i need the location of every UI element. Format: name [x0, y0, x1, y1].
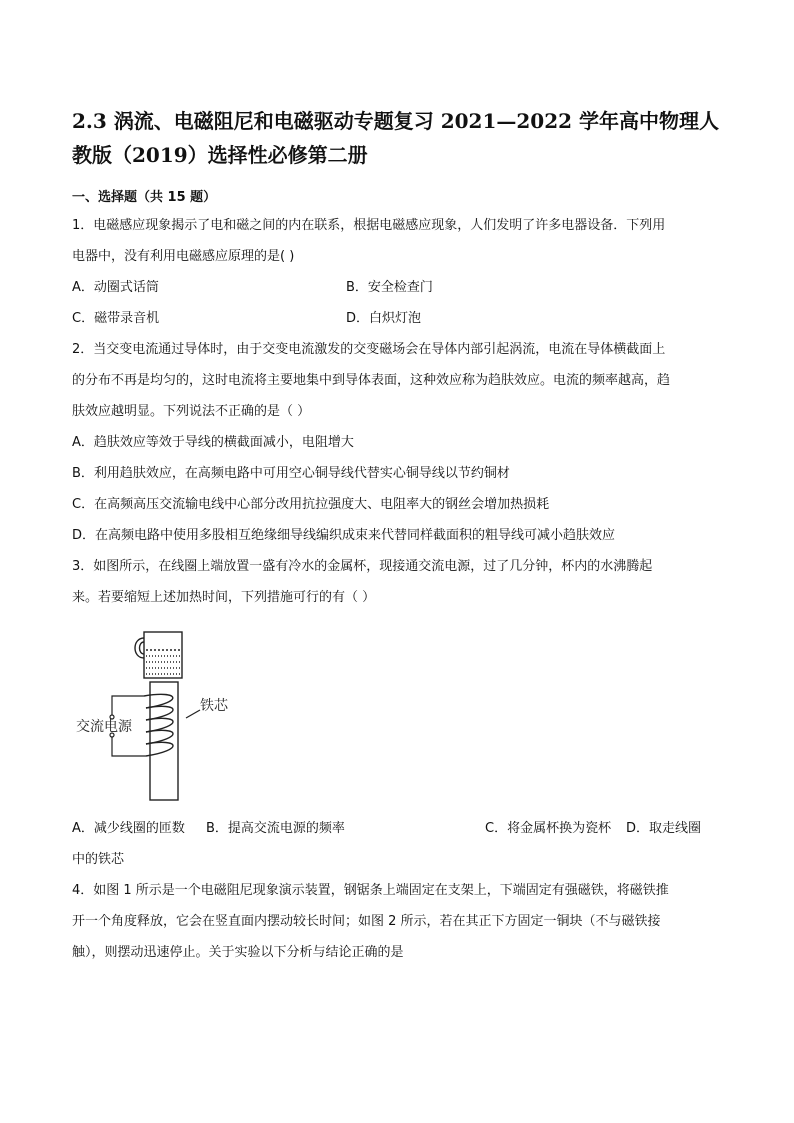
question-1 — [72, 210, 722, 272]
question-2-line-2: 的分布不再是均匀的，这时电流将主要地集中到导体表面，这种效应称为趋肤效应。电流的频率越高，趋 — [72, 373, 671, 388]
question-2-option-d: D．在高频电路中使用多股相互绝缘细导线编织成束来代替同样截面积的粗导线可减小趋肤效应 — [72, 528, 616, 543]
question-2-option-b: B．利用趋肤效应，在高频电路中可用空心铜导线代替实心铜导线以节约铜材 — [72, 466, 510, 481]
question-3-options-row — [72, 813, 722, 844]
question-2-line-1: 2．当交变电流通过导体时，由于交变电流激发的交变磁场会在导体内部引起涡流，电流在导体横截面上 — [72, 342, 666, 357]
question-4 — [72, 875, 722, 968]
question-4-line-3: 触），则摆动迅速停止。关于实验以下分析与结论正确的是 — [72, 945, 404, 960]
question-3-line-2: 来。若要缩短上述加热时间，下列措施可行的有（ ） — [72, 590, 376, 605]
section-heading: 一、选择题（共 15 题） — [72, 190, 217, 205]
question-2 — [72, 334, 722, 551]
ac-source-label: 交流电源 — [76, 719, 132, 735]
question-1-option-a: A．动圈式话筒 — [72, 280, 159, 295]
title-line-1: 2.3 涡流、电磁阻尼和电磁驱动专题复习 2021—2022 学年高中物理人 — [72, 109, 720, 133]
question-1-option-b: B．安全检查门 — [346, 280, 433, 295]
question-1-line-1: 1．电磁感应现象揭示了电和磁之间的内在联系，根据电磁感应现象，人们发明了许多电器设备．下列用 — [72, 218, 666, 233]
question-1-option-d: D．白炽灯泡 — [346, 311, 422, 326]
question-3-option-d-continued: 中的铁芯 — [72, 852, 125, 867]
question-1-option-c: C．磁带录音机 — [72, 311, 160, 326]
question-1-line-2: 电器中，没有利用电磁感应原理的是( ) — [72, 249, 295, 264]
question-3-option-d-continued-row — [72, 844, 722, 875]
question-3-option-d: D．取走线圈 — [626, 821, 702, 836]
iron-core-icon — [150, 682, 178, 800]
title-line-2: 教版（2019）选择性必修第二册 — [72, 143, 368, 167]
question-3 — [72, 551, 722, 613]
question-2-option-c: C．在高频高压交流输电线中心部分改用抗拉强度大、电阻率大的钢丝会增加热损耗 — [72, 497, 550, 512]
metal-cup-icon — [135, 632, 182, 678]
question-4-line-2: 开一个角度释放，它会在竖直面内摆动较长时间；如图 2 所示，若在其正下方固定一铜块（不与磁铁接 — [72, 914, 661, 929]
question-1-options-row-1 — [72, 272, 722, 303]
question-2-line-3: 肤效应越明显。下列说法不正确的是（ ） — [72, 404, 311, 419]
question-3-option-a: A．减少线圈的匝数 — [72, 821, 185, 836]
iron-core-label: 铁芯 — [200, 698, 228, 714]
question-3-line-1: 3．如图所示，在线圈上端放置一盛有冷水的金属杯，现接通交流电源，过了几分钟，杯内的水沸腾起 — [72, 559, 653, 574]
induction-heating-figure — [76, 624, 246, 804]
question-1-options-row-2 — [72, 303, 722, 334]
document-title — [72, 104, 722, 172]
question-4-line-1: 4．如图 1 所示是一个电磁阻尼现象演示装置，钢锯条上端固定在支架上，下端固定有强磁铁，将磁铁推 — [72, 883, 669, 898]
question-3-option-b: B．提高交流电源的频率 — [206, 821, 345, 836]
coil-icon — [144, 694, 173, 756]
question-2-option-a: A．趋肤效应等效于导线的横截面减小，电阻增大 — [72, 435, 354, 450]
question-3-option-c: C．将金属杯换为瓷杯 — [485, 821, 612, 836]
